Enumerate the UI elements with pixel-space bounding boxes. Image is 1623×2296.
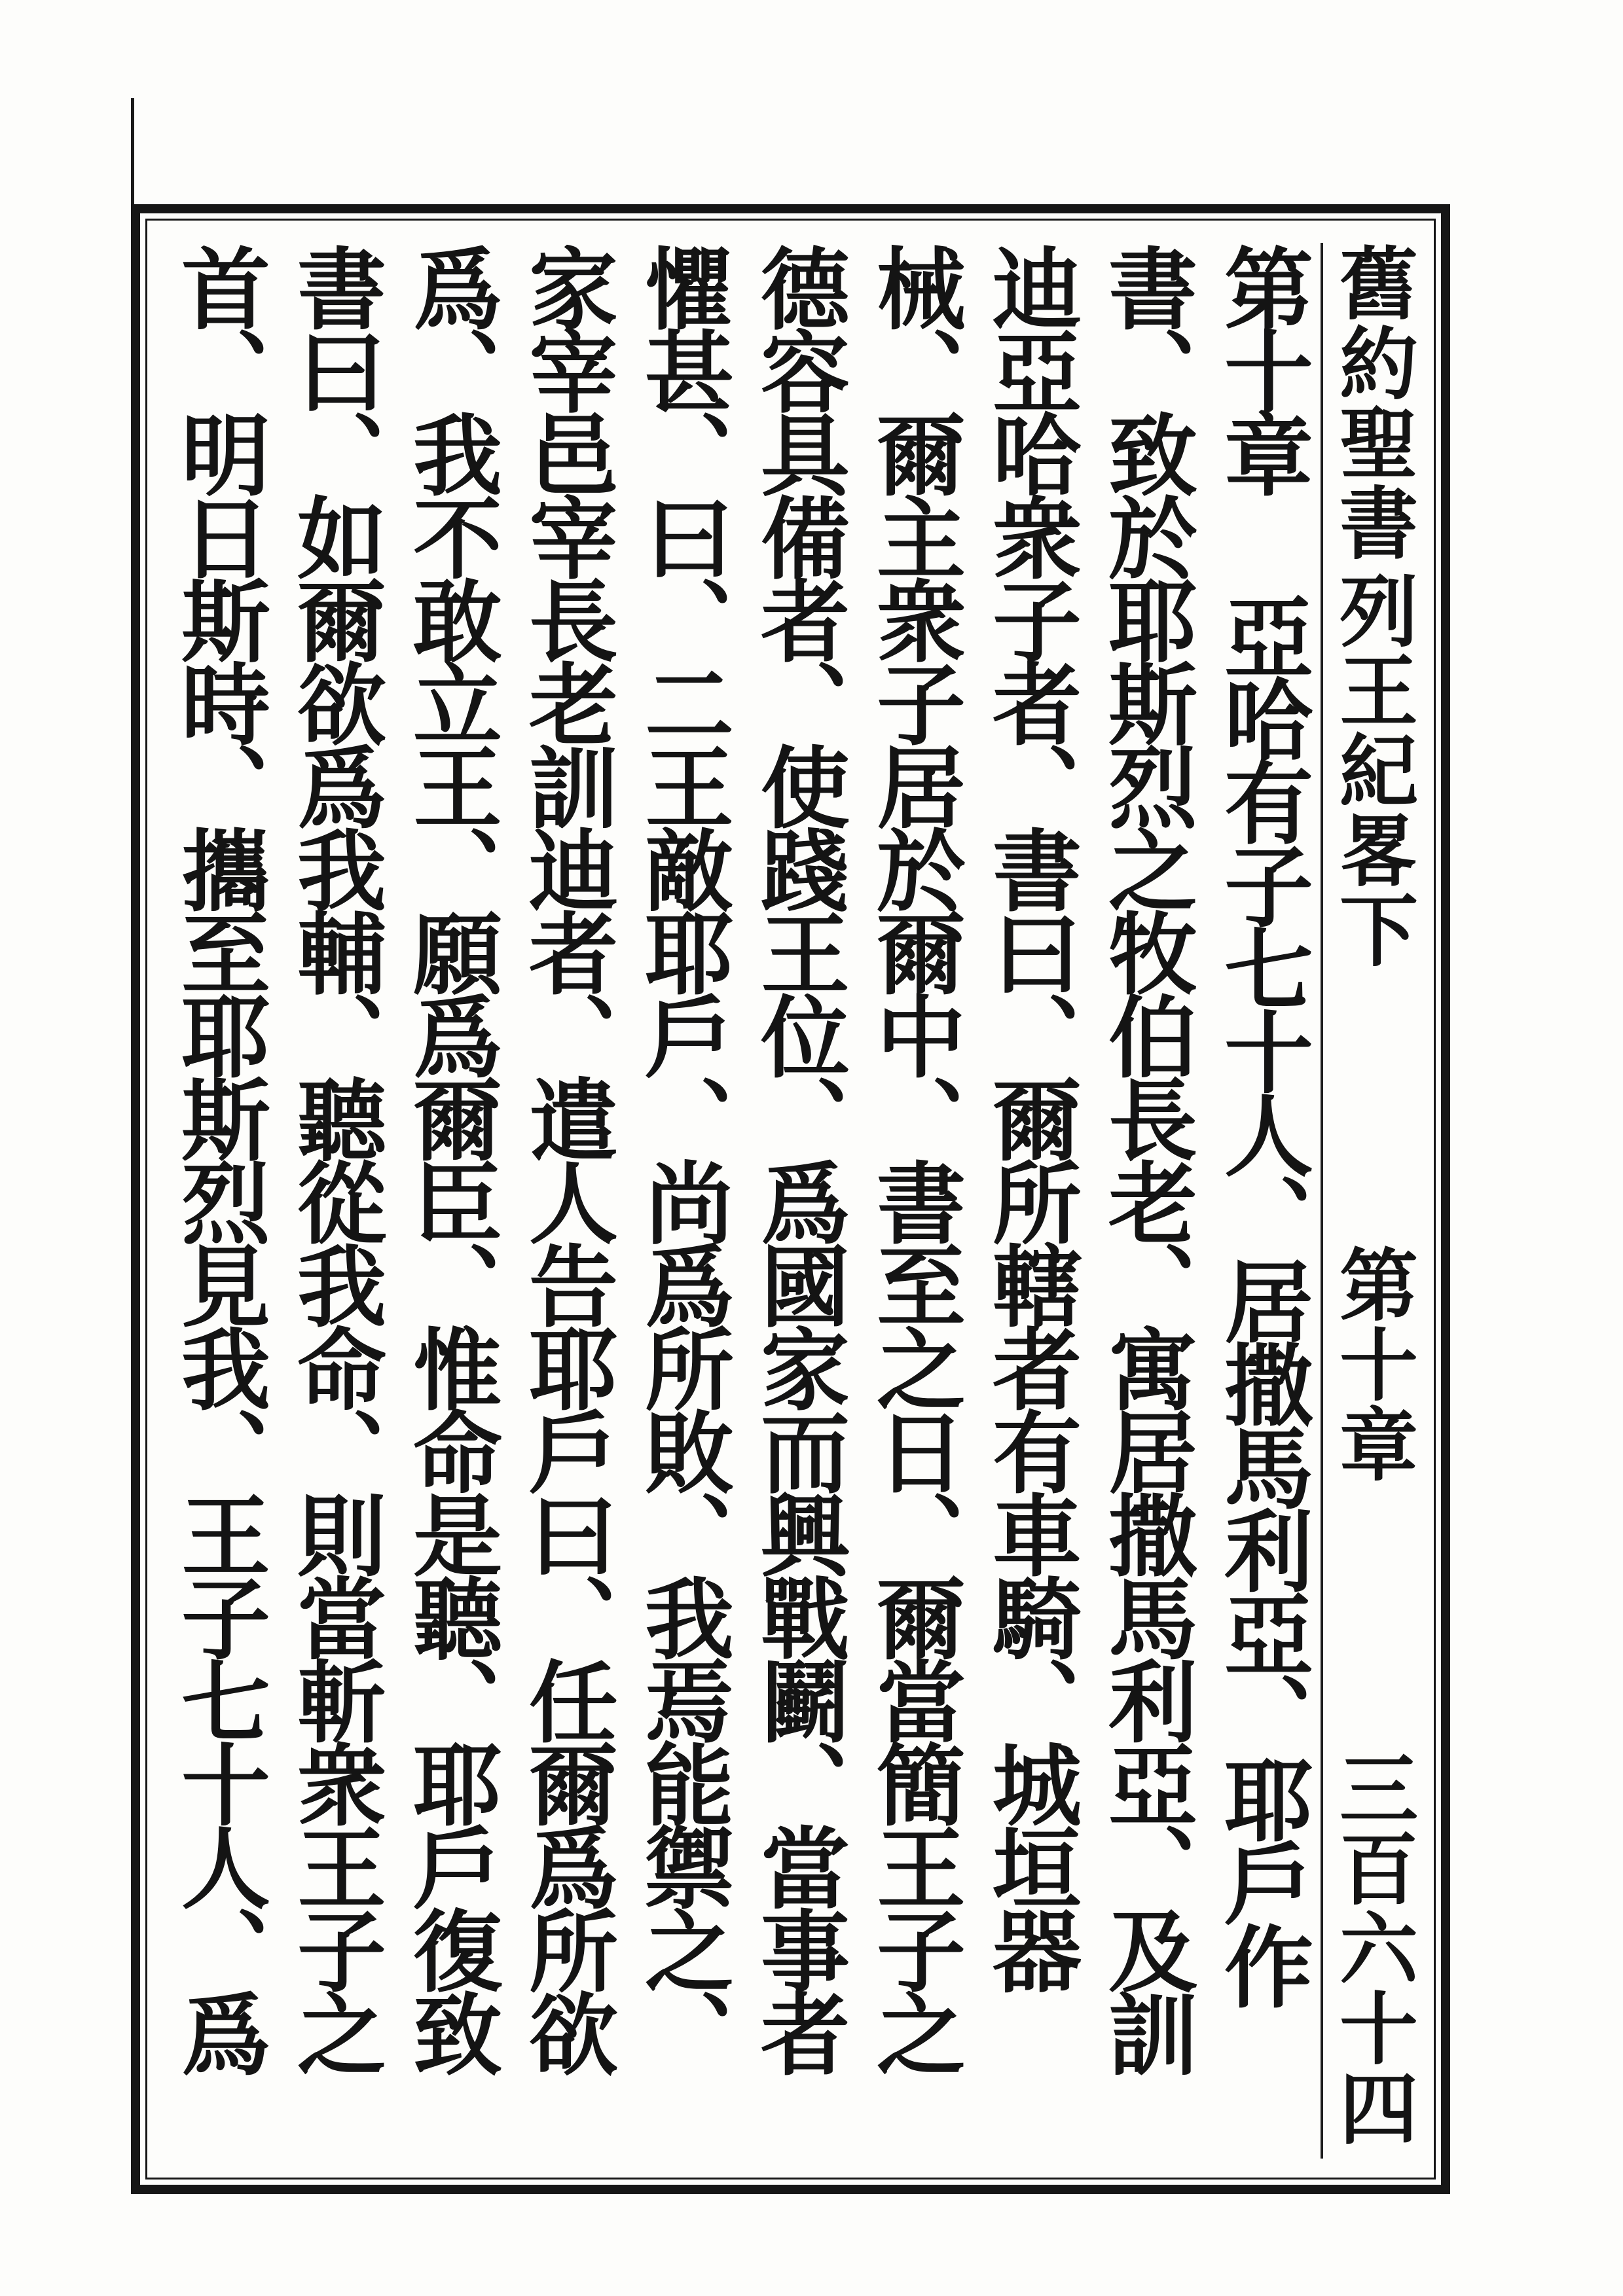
section-title: 列王紀畧下 — [1326, 570, 1419, 969]
book-title: 舊約聖書 — [1326, 243, 1419, 562]
chapter-label: 第十章 — [1326, 1244, 1419, 1484]
vertical-text — [160, 243, 1322, 2141]
page-number: 三百六十四 — [1326, 1748, 1419, 2147]
paragraph — [1319, 243, 1322, 2141]
page-frame — [131, 204, 1450, 2194]
running-header — [1321, 243, 1421, 2159]
binding-edge-line — [131, 98, 134, 209]
paragraph: 第十章 亞哈有子七十人、居撒馬利亞、耶戶作書、致於耶斯烈之牧伯長老、寓居撒馬利亞、及訓迪亞哈衆子者、書曰、爾所轄者有車騎、城垣器械、爾主衆子居於爾中、書至之日、爾當簡王子之德容具備者、使踐王位、爲國家而興戰鬬、當事者懼甚、曰、二王敵耶戶、尚爲所敗、我焉能禦之、家宰邑宰長老訓迪者、遣人告耶戶曰、任爾爲所欲爲、我不敢立王、願爲爾臣、惟命是聽、耶戶復致書曰、如爾欲爲我輔、聽從我命、則當斬衆王子之首、明日斯時、攜至耶斯烈見我、王子七十人、爲 — [166, 243, 1313, 2072]
main-text-block — [160, 243, 1322, 2154]
